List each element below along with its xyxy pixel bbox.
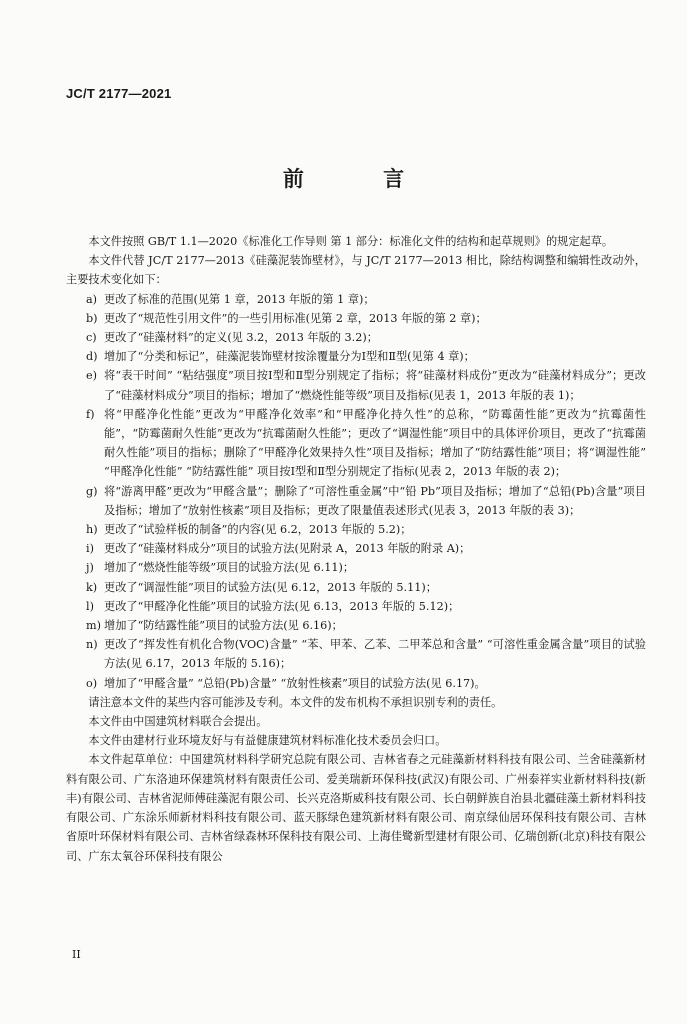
list-item (66, 482, 646, 520)
list-item-text: 将“游离甲醛”更改为“甲醛含量”；删除了“可溶性重金属”中“铅 Pb”项目及指标；增加了“总铅(Pb)含量”项目及指标；增加了“放射性核素”项目及指标；更改了限量值表述形式(见表 3，2013 年版的表 3)； (104, 484, 646, 517)
list-marker: o) (86, 676, 98, 690)
list-item (66, 578, 646, 597)
list-item-text: 将“甲醛净化性能”更改为“甲醛净化效率”和“甲醛净化持久性”的总称，“防霉菌性能”更改为“抗霉菌性能”，“防霉菌耐久性能”更改为“抗霉菌耐久性能”；更改了“调湿性能”项目中的具体评价项目，更改了“抗霉菌耐久性能”项目的指标；删除了“甲醛净化效果持久性”项目及指标；增加了“防结露性能”项目；将“调湿性能” “甲醛净化性能” “防结露性能” 项目按Ⅰ型和Ⅱ型分别规定了指标(见表 2，2013 年版的表 2)； (104, 407, 646, 479)
paragraph-proposer: 本文件由中国建筑材料联合会提出。 (88, 715, 268, 729)
list-marker: j) (86, 561, 94, 575)
list-item-text: 增加了“分类和标记”，硅藻泥装饰壁材按涂覆量分为Ⅰ型和Ⅱ型(见第 4 章)； (104, 350, 475, 364)
list-item (66, 520, 646, 539)
list-item (66, 616, 646, 635)
list-marker: k) (86, 580, 98, 594)
list-marker: e) (86, 369, 97, 383)
list-item (66, 366, 646, 404)
list-marker: f) (86, 407, 95, 421)
page-number: II (72, 948, 81, 961)
list-marker: a) (86, 292, 98, 306)
list-item-text: 更改了“甲醛净化性能”项目的试验方法(见 6.13，2013 年版的 5.12)； (104, 599, 460, 613)
list-marker: c) (86, 331, 97, 345)
document-body (66, 232, 646, 866)
list-item-text: 更改了“规范性引用文件”的一些引用标准(见第 2 章，2013 年版的第 2 章)； (104, 311, 487, 325)
list-marker: l) (86, 599, 94, 613)
list-item-text: 更改了“试验样板的制备”的内容(见 6.2，2013 年版的 5.2)； (104, 523, 412, 537)
list-item-text: 更改了“硅藻材料”的定义(见 3.2，2013 年版的 3.2)； (104, 331, 378, 345)
list-item (66, 405, 646, 482)
page-title: 前 言 (282, 167, 441, 191)
list-item (66, 539, 646, 558)
list-marker: g) (86, 484, 98, 498)
list-marker: i) (86, 542, 94, 556)
list-marker: h) (86, 523, 98, 537)
list-item-text: 将“表干时间” “粘结强度”项目按Ⅰ型和Ⅱ型分别规定了指标；将“硅藻材料成份”更改为“硅藻材料成分”；更改了“硅藻材料成分”项目的指标；增加了“燃烧性能等级”项目及指标(见表 1，2013 年版的表 1)； (104, 369, 646, 402)
list-item-text: 更改了“硅藻材料成分”项目的试验方法(见附录 A，2013 年版的附录 A)； (104, 542, 471, 556)
list-item-text: 更改了标准的范围(见第 1 章，2013 年版的第 1 章)； (104, 292, 375, 306)
changes-list (66, 290, 646, 693)
paragraph-drafting-units: 本文件起草单位：中国建筑材料科学研究总院有限公司、吉林省春之元硅藻新材料科技有限公司、兰舍硅藻新材料有限公司、广东洛迪环保建筑材料有限责任公司、爱美瑞新环保科技(武汉)有限公司、广州泰祥实业新材料科技(新丰)有限公司、吉林省泥师傅硅藻泥有限公司、长兴克洛斯威科技有限公司、长白朝鲜族自治县北疆硅藻土新材料科技有限公司、广东涂乐师新材料科技有限公司、蓝天豚绿色建筑新材料有限公司、南京绿仙居环保科技有限公司、吉林省原叶环保材料有限公司、吉林省绿森林环保科技有限公司、上海佳鹭新型建材有限公司、亿瑞创新(北京)科技有限公司、广东太氧谷环保科技有限公 (66, 753, 646, 863)
paragraph-patent-notice: 请注意本文件的某些内容可能涉及专利。本文件的发布机构不承担识别专利的责任。 (88, 695, 503, 709)
list-marker: d) (86, 350, 98, 364)
list-item-text: 更改了“挥发性有机化合物(VOC)含量” “苯、甲苯、乙苯、二甲苯总和含量” “可溶性重金属含量”项目的试验方法(见 6.17，2013 年版的 5.16)； (104, 638, 646, 671)
list-item (66, 635, 646, 673)
list-marker: b) (86, 311, 98, 325)
list-item (66, 674, 646, 693)
list-item (66, 347, 646, 366)
list-item (66, 290, 646, 309)
list-item-text: 增加了“防结露性能”项目的试验方法(见 6.16)； (104, 619, 343, 633)
list-item (66, 309, 646, 328)
list-item (66, 597, 646, 616)
paragraph-committee: 本文件由建材行业环境友好与有益健康建筑材料标准化技术委员会归口。 (88, 734, 447, 748)
paragraph-replacement: 本文件代替 JC/T 2177—2013《硅藻泥装饰壁材》，与 JC/T 2177—2013 相比，除结构调整和编辑性改动外，主要技术变化如下： (66, 254, 646, 287)
list-item (66, 558, 646, 577)
paragraph-drafting-rule: 本文件按照 GB/T 1.1—2020《标准化工作导则 第 1 部分：标准化文件的结构和起草规则》的规定起草。 (88, 235, 614, 248)
list-marker: m) (86, 619, 101, 633)
list-item-text: 更改了“调湿性能”项目的试验方法(见 6.12，2013 年版的 5.11)； (104, 580, 437, 594)
list-item-text: 增加了“燃烧性能等级”项目的试验方法(见 6.11)； (104, 561, 355, 575)
standard-code: JC/T 2177—2021 (66, 86, 172, 101)
list-item-text: 增加了“甲醛含量” “总铅(Pb)含量” “放射性核素”项目的试验方法(见 6.17)。 (104, 676, 486, 690)
list-item (66, 328, 646, 347)
list-marker: n) (86, 638, 98, 652)
